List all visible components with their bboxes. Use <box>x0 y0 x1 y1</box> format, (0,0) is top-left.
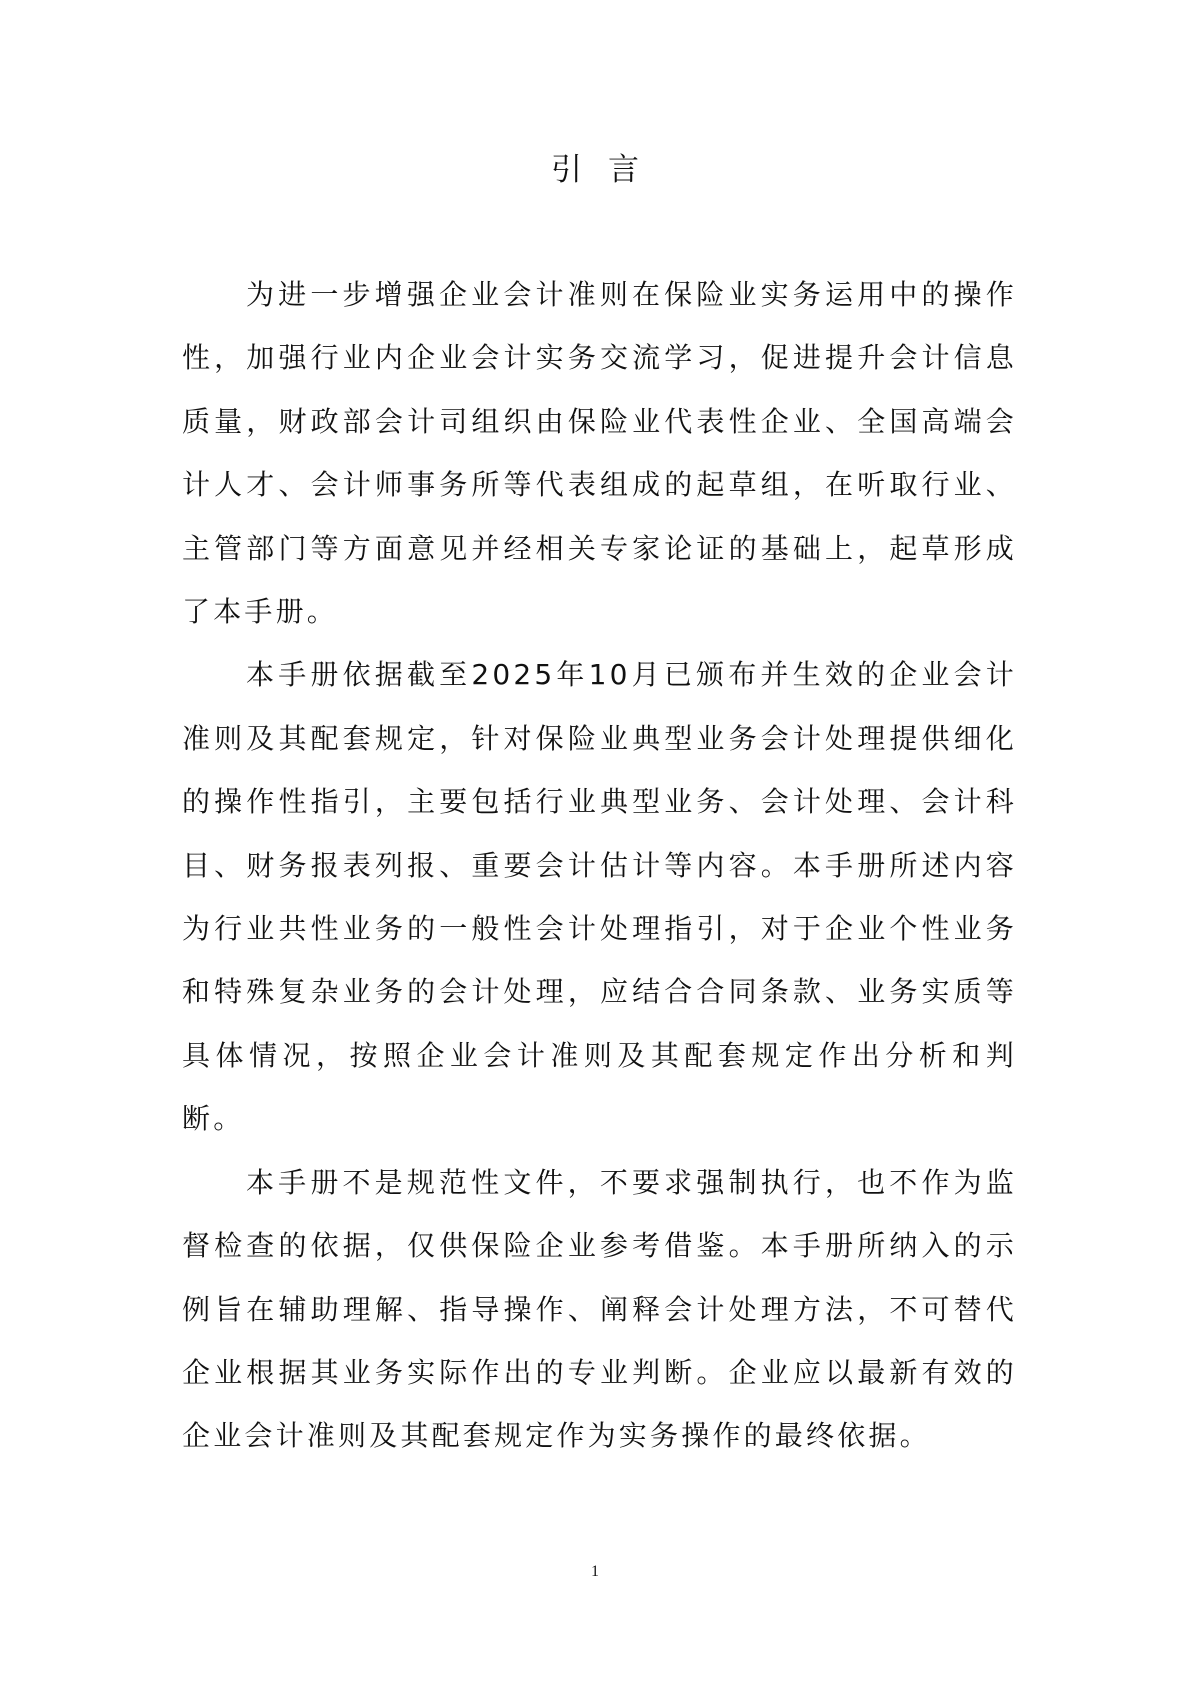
body-text <box>182 263 1017 1468</box>
paragraph-1: 为进一步增强企业会计准则在保险业实务运用中的操作性，加强行业内企业会计实务交流学习，促进提升会计信息质量，财政部会计司组织由保险业代表性企业、全国高端会计人才、会计师事务所等代表组成的起草组，在听取行业、主管部门等方面意见并经相关专家论证的基础上，起草形成了本手册。 <box>182 278 1017 629</box>
paragraph-2: 本手册依据截至2025年10月已颁布并生效的企业会计准则及其配套规定，针对保险业典型业务会计处理提供细化的操作性指引，主要包括行业典型业务、会计处理、会计科目、财务报表列报、重要会计估计等内容。本手册所述内容为行业共性业务的一般性会计处理指引，对于企业个性业务和特殊复杂业务的会计处理，应结合合同条款、业务实质等具体情况，按照企业会计准则及其配套规定作出分析和判断。 <box>182 658 1017 1136</box>
page-title: 引言 <box>551 152 665 188</box>
paragraph-3: 本手册不是规范性文件，不要求强制执行，也不作为监督检查的依据，仅供保险企业参考借鉴。本手册所纳入的示例旨在辅助理解、指导操作、阐释会计处理方法，不可替代企业根据其业务实际作出的专业判断。企业应以最新有效的企业会计准则及其配套规定作为实务操作的最终依据。 <box>182 1165 1017 1453</box>
page-number: 1 <box>591 1563 599 1580</box>
